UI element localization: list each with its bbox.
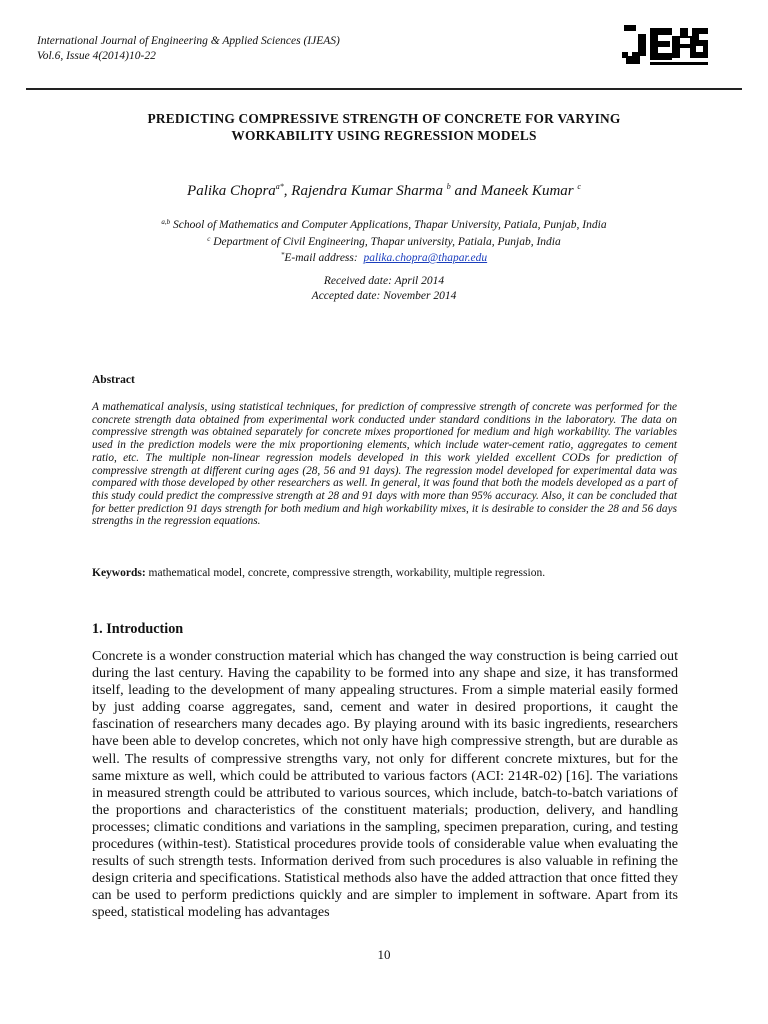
author-name: Maneek Kumar xyxy=(480,183,574,199)
author-list: Palika Chopra$^{a*}$, Rajendra Kumar Sharma $^b$ and Maneek Kumar $^c$ xyxy=(187,182,581,199)
header-rule xyxy=(26,88,742,90)
affiliation-email: *E-mail address: palika.chopra@thapar.edu xyxy=(280,251,488,264)
affiliation-ab: $^{a,b}$ School of Mathematics and Computer Applications, Thapar University, Patiala, Punjab, India xyxy=(161,218,607,231)
paper-dates xyxy=(0,274,768,303)
received-date: Received date: April 2014 xyxy=(323,275,445,287)
paper-title: PREDICTING COMPRESSIVE STRENGTH OF CONCRETE FOR VARYING WORKABILITY USING REGRESSION MODELS xyxy=(147,111,621,143)
author-name: Palika Chopra xyxy=(187,183,276,199)
email-link[interactable]: palika.chopra@thapar.edu xyxy=(363,252,488,264)
journal-logo xyxy=(620,22,710,68)
author-name: Rajendra Kumar Sharma xyxy=(291,183,443,199)
journal-info xyxy=(37,34,340,64)
page-number: 10 xyxy=(377,947,391,962)
author-sup: a* xyxy=(275,182,284,191)
accepted-date: Accepted date: November 2014 xyxy=(311,289,457,302)
introduction-text: Concrete is a wonder construction material which has changed the way construction is being carried out during the last century. Having the capability to be formed into any shape and size, it has transformed itself, leading to the development of many appealing structures. From a simple material easily formed by just adding coarse aggregates, sand, cement and water in desired proportions, it caught the fascination of researchers many decades ago. By playing around with its basic ingredients, researchers have been able to develop concretes, which not only have high compressive strength, but are durable as well. The results of compressive strengths vary, not only for different concrete mixtures, but for the same mixture as well, which could be attributed to various factors (ACI: 214R-02) [16]. The variations in measured strength could be attributed to various sources, which include, batch-to-batch variations of the proportions and characteristics of the constituent materials; production, delivery, and handling processes; climatic conditions and variations in the sampling, specimen preparation, curing, and testing procedures (within-test). Statistical procedures provide tools of considerable value when evaluating the results of such strength tests. Information derived from such procedures is also valuable in refining the design criteria and specifications. Statistical methods also have the added attraction that once fitted they can be used to perform predictions quickly and are simpler to implement in software. Apart from its speed, statistical modeling has advantages xyxy=(92,648,678,921)
abstract-heading: Abstract xyxy=(92,374,135,386)
affiliation-c: $^c$ Department of Civil Engineering, Thapar university, Patiala, Punjab, India xyxy=(207,234,561,248)
keywords-text: mathematical model, concrete, compressive strength, workability, multiple regression. xyxy=(145,567,546,579)
author-sup: b xyxy=(446,182,451,191)
journal-volume: Vol.6, Issue 4(2014)10-22 xyxy=(37,50,156,62)
section-heading-introduction: 1. Introduction xyxy=(92,621,184,637)
keywords-label: Keywords: xyxy=(92,567,146,579)
author-sup: c xyxy=(577,182,581,191)
journal-name: International Journal of Engineering & Applied Sciences (IJEAS) xyxy=(37,35,340,47)
abstract-text: A mathematical analysis, using statistical techniques, for prediction of compressive strength of concrete was performed for the concrete strength data obtained from experimental work conducted under standard conditions in the laboratory. The data on compressive strength was obtained separately for concrete mixes proportioned for medium and high workability. The variables used in the prediction models were the mix proportioning elements, which include water-cement ratio, aggregates to cement ratio, etc. The multiple non-linear regression models developed in this work yielded excellent CODs for prediction of compressive strength at different curing ages (28, 56 and 91 days). The regression model developed for experimental data was compared with those developed by other researchers as well. In general, it was found that both the models developed as a part of this study could predict the compressive strength at 28 and 91 days with more than 95% accuracy. Also, it can be concluded that for better prediction 91 days strength for both medium and high workability mixes, it is desirable to consider the 28 and 56 days strengths in the regression equations. xyxy=(92,401,677,528)
keywords xyxy=(92,567,682,579)
affiliations xyxy=(0,216,768,266)
